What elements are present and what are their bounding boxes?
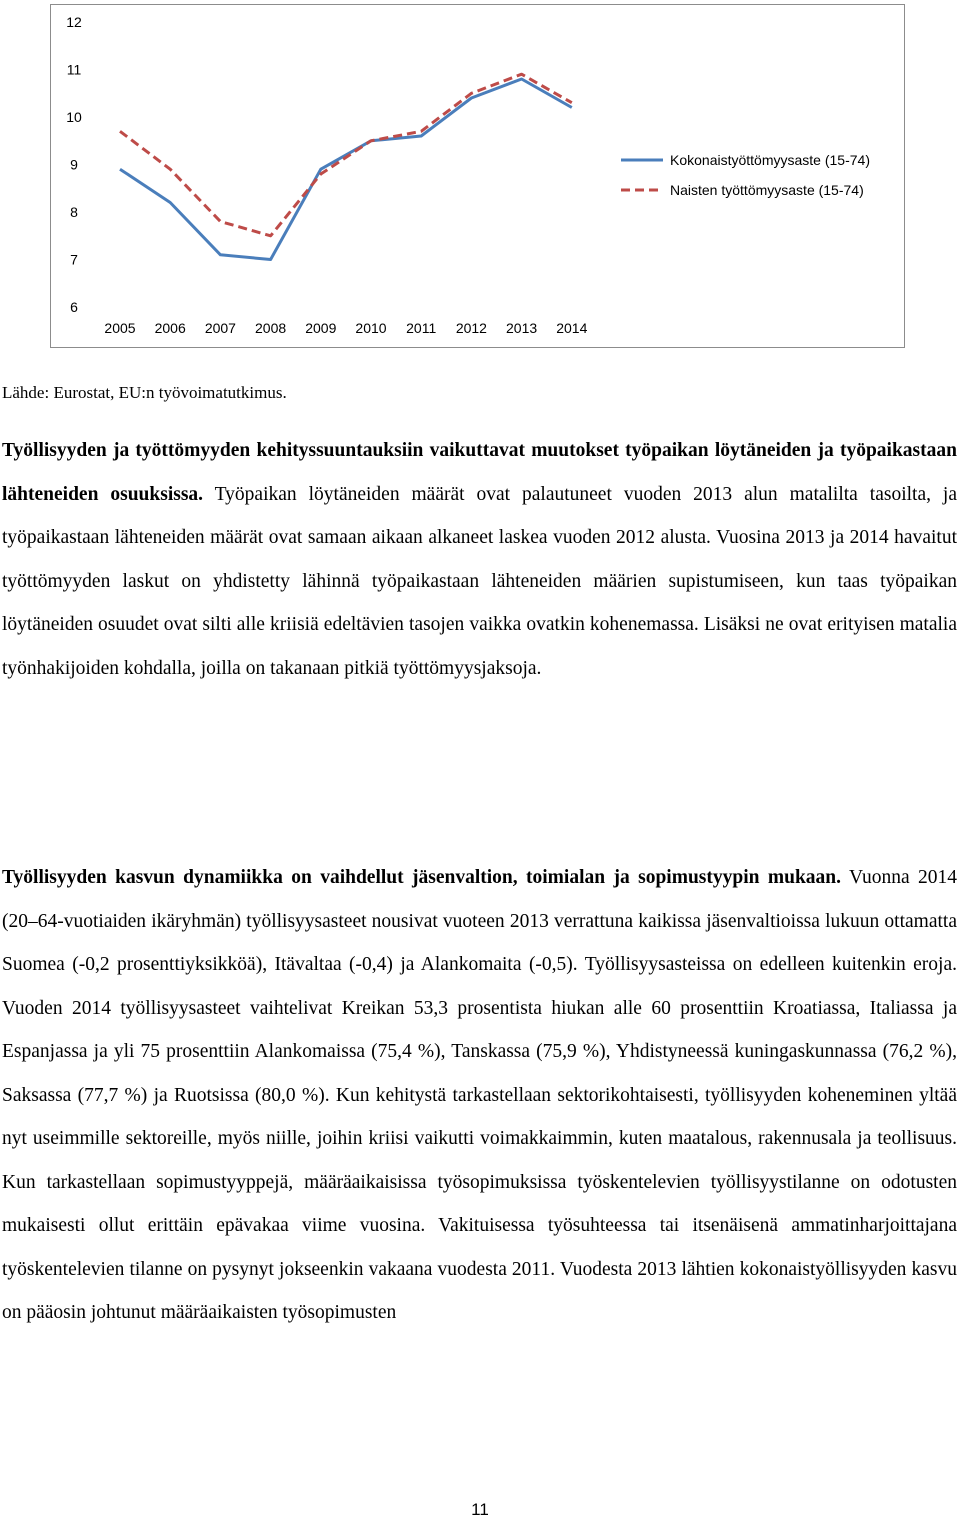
x-tick-label: 2008 [255, 320, 287, 336]
x-tick-label: 2010 [355, 320, 387, 336]
paragraph-2 [2, 856, 957, 1335]
series-line-1 [120, 79, 572, 260]
x-tick-label: 2011 [406, 320, 437, 336]
y-tick-label: 11 [66, 61, 82, 78]
line-chart [51, 5, 906, 349]
legend-label: Naisten työttömyysaste (15-74) [670, 182, 864, 198]
y-tick-label: 6 [70, 299, 78, 315]
paragraph-2-body: Vuonna 2014 (20–64-vuotiaiden ikäryhmän) työllisyysasteet nousivat vuoteen 2013 verrattuna kaikissa jäsenvaltioissa lukuun ottamatta Suomea (-0,2 prosenttiyksikköä), Itävaltaa (-0,4) ja Alankomaita (-0,5). Työllisyysasteissa on edelleen kuitenkin eroja. Vuoden 2014 työllisyysasteet vaihtelivat Kreikan 53,3 prosentista hiukan alle 60 prosenttiin Kroatiassa, Italiassa ja Espanjassa ja yli 75 prosenttiin Alankomaissa (75,4 %), Tanskassa (75,9 %), Yhdistyneessä kuningaskunnassa (76,2 %), Saksassa (77,7 %) ja Ruotsissa (80,0 %). Kun kehitystä tarkastellaan sektorikohtaisesti, työllisyyden koheneminen yltää nyt useimmille sektoreille, myös niille, joihin kriisi vaikutti voimakkaimmin, kuten maatalous, rakennusala ja teollisuus. Kun tarkastellaan sopimustyyppejä, määräaikaisissa työsopimuksissa työskentelevien työllisyystilanne on odotusten mukaisesti ollut erittäin epävakaa viime vuosina. Vakituisessa työsuhteessa tai itsenäisenä ammatinharjoittajana työskentelevien tilanne on pysynyt jokseenkin vakaana vuodesta 2011. Vuodesta 2013 lähtien kokonaistyöllisyyden kasvu on pääosin johtunut määräaikaisten työsopimusten [2, 867, 958, 1323]
chart-source: Lähde: Eurostat, EU:n työvoimatutkimus. [2, 383, 287, 402]
y-tick-label: 10 [66, 109, 82, 125]
chart-frame [50, 4, 905, 348]
paragraph-2-lead: Työllisyyden kasvun dynamiikka on vaihdellut jäsenvaltion, toimialan ja sopimustyypin mukaan. [2, 867, 842, 888]
paragraph-1 [2, 429, 957, 690]
x-tick-label: 2014 [556, 320, 588, 336]
x-tick-label: 2013 [506, 320, 538, 336]
paragraph-1-body: Työpaikan löytäneiden määrät ovat palautuneet vuoden 2013 alun matalilta tasoilta, ja työpaikastaan lähteneiden määrät ovat samaan aikaan alkaneet laskea vuoden 2012 alusta. Vuosina 2013 ja 2014 havaitut työttömyyden laskut on yhdistetty lähinnä työpaikastaan lähteneiden määrien supistumiseen, kun taas työpaikan löytäneiden osuudet ovat silti alle kriisiä edeltävien tasojen vaikka ovatkin kohenemassa. Lisäksi ne ovat erityisen matalia työnhakijoiden kohdalla, joilla on takanaan pitkiä työttömyysjaksoja. [2, 483, 957, 679]
x-tick-label: 2007 [204, 320, 236, 336]
y-tick-label: 7 [70, 251, 78, 268]
paragraph-1-lead: Työllisyyden ja työttömyyden kehityssuuntauksiin vaikuttavat muutokset työpaikan löytäneiden ja työpaikastaan lähteneiden osuuksissa. [2, 440, 957, 505]
y-tick-label: 9 [70, 156, 78, 173]
page-number: 11 [471, 1500, 489, 1519]
x-tick-label: 2009 [305, 320, 337, 336]
x-tick-label: 2012 [455, 320, 487, 336]
x-tick-label: 2005 [104, 320, 136, 336]
legend-label: Kokonaistyöttömyysaste (15-74) [670, 152, 870, 168]
x-tick-label: 2006 [154, 320, 186, 336]
y-tick-label: 12 [66, 14, 82, 30]
y-tick-label: 8 [70, 204, 78, 220]
